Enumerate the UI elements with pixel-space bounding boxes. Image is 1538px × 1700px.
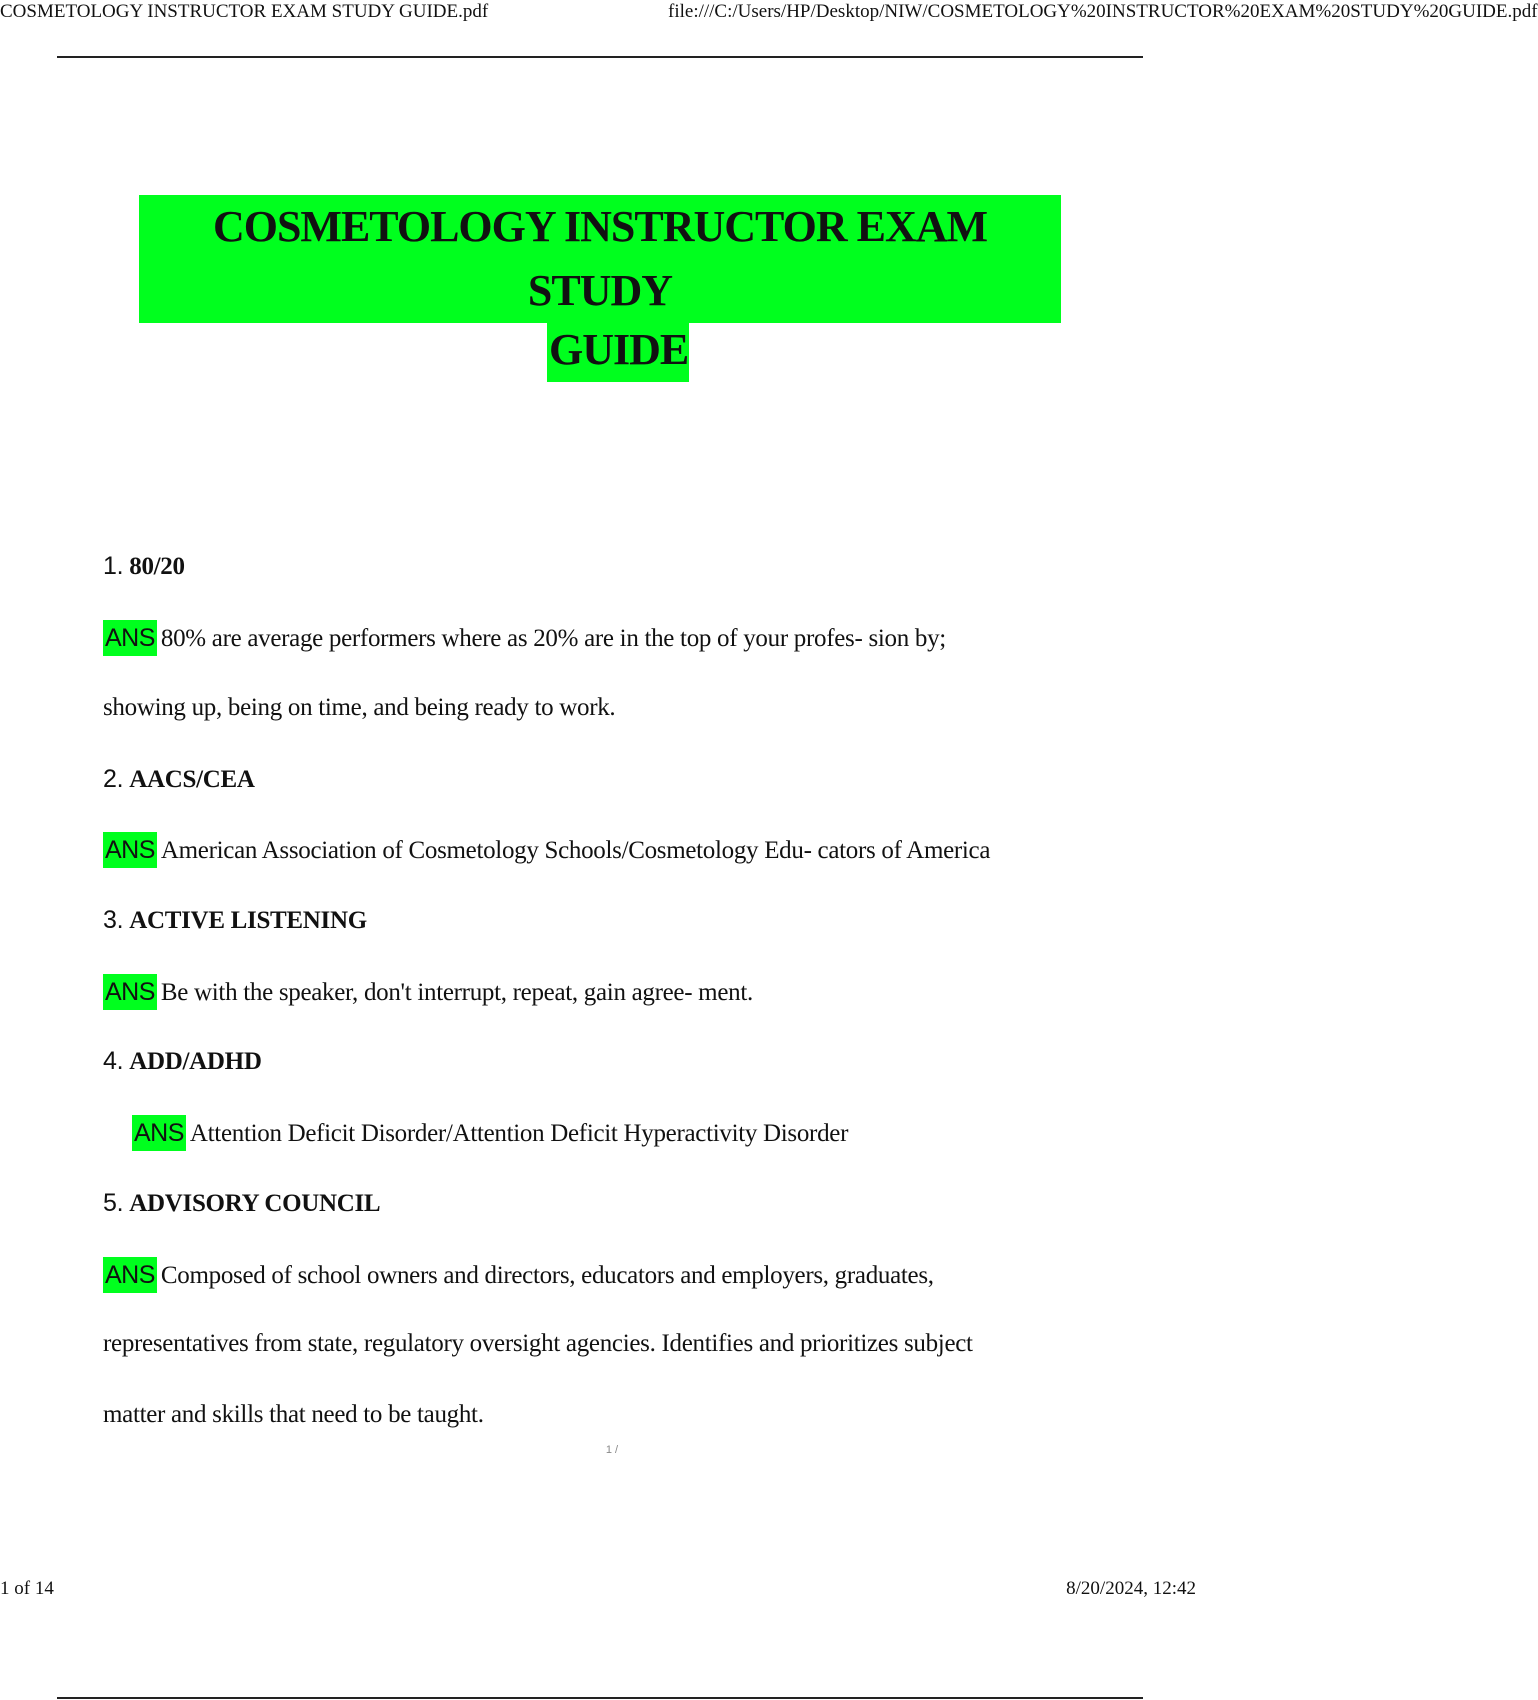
page-marker: 1 / bbox=[605, 1444, 619, 1456]
answer-item bbox=[103, 1257, 934, 1293]
question-item bbox=[103, 903, 367, 938]
question-item bbox=[103, 1186, 380, 1221]
question-number: 2. bbox=[103, 765, 124, 793]
answer-marker: ANS bbox=[103, 832, 157, 868]
question-term: AACS/CEA bbox=[129, 766, 255, 793]
page-title bbox=[0, 195, 1200, 323]
answer-text: Composed of school owners and directors, educators and employers, graduates, bbox=[160, 1262, 934, 1289]
answer-continuation: representatives from state, regulatory oversight agencies. Identifies and prioritizes subject bbox=[103, 1330, 973, 1357]
question-term: ACTIVE LISTENING bbox=[129, 907, 367, 934]
question-item bbox=[103, 762, 255, 797]
title-line-1: COSMETOLOGY INSTRUCTOR EXAM STUDY bbox=[139, 195, 1061, 323]
answer-text: Be with the speaker, don't interrupt, repeat, gain agree- ment. bbox=[160, 979, 753, 1006]
document-url: file:///C:/Users/HP/Desktop/NIW/COSMETOLOGY%20INSTRUCTOR%20EXAM%20STUDY%20GUIDE.pdf bbox=[668, 1, 1538, 22]
print-footer bbox=[0, 1577, 1200, 1601]
answer-item bbox=[103, 620, 946, 656]
answer-continuation: showing up, being on time, and being ready to work. bbox=[103, 694, 616, 721]
question-term: ADD/ADHD bbox=[129, 1048, 262, 1075]
question-item bbox=[103, 1044, 262, 1079]
question-term: ADVISORY COUNCIL bbox=[129, 1190, 381, 1217]
question-number: 5. bbox=[103, 1189, 124, 1217]
print-header bbox=[0, 0, 1538, 26]
answer-marker: ANS bbox=[103, 620, 157, 656]
print-timestamp: 8/20/2024, 12:42 bbox=[1066, 1578, 1196, 1599]
answer-item bbox=[103, 974, 753, 1010]
answer-continuation: matter and skills that need to be taught. bbox=[103, 1401, 484, 1428]
answer-marker: ANS bbox=[132, 1115, 186, 1151]
title-line-2: GUIDE bbox=[547, 318, 689, 382]
page-title-continued bbox=[0, 318, 1200, 382]
question-item bbox=[103, 549, 185, 584]
answer-text: Attention Deficit Disorder/Attention Deficit Hyperactivity Disorder bbox=[189, 1120, 849, 1147]
question-number: 3. bbox=[103, 906, 124, 934]
answer-item bbox=[103, 832, 990, 868]
question-number: 4. bbox=[103, 1047, 124, 1075]
answer-marker: ANS bbox=[103, 1257, 157, 1293]
header-divider bbox=[57, 56, 1143, 58]
page-count: 1 of 14 bbox=[0, 1578, 54, 1599]
footer-divider bbox=[57, 1697, 1143, 1699]
document-filename: COSMETOLOGY INSTRUCTOR EXAM STUDY GUIDE.pdf bbox=[0, 1, 489, 22]
question-term: 80/20 bbox=[129, 553, 185, 580]
answer-item bbox=[132, 1115, 848, 1151]
answer-text: 80% are average performers where as 20% are in the top of your profes- sion by; bbox=[160, 625, 946, 652]
question-number: 1. bbox=[103, 552, 124, 580]
answer-text: American Association of Cosmetology Schools/Cosmetology Edu- cators of America bbox=[160, 837, 991, 864]
answer-marker: ANS bbox=[103, 974, 157, 1010]
